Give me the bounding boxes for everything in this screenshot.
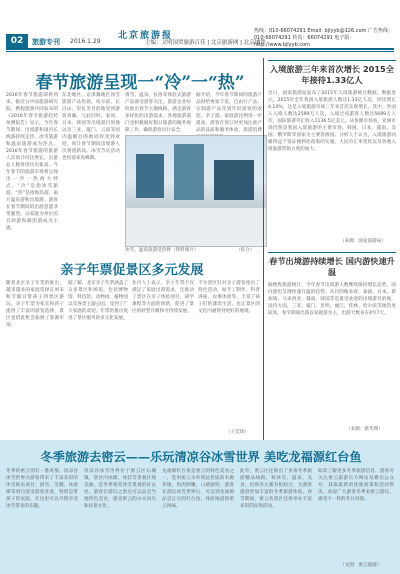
- side-headline-1: 入境旅游三年来首次增长 2015全年接待1.33亿人: [270, 64, 394, 85]
- issue-date: 2016.1.29: [70, 38, 101, 45]
- side-article-2-body: 据携程旅游统计，今年春节出境游人数继续保持增长态势，国内游也呈现快速升温的趋势。从目的地来看，泰国、日本、新加坡、马来西亚、越南、韩国等是最受欢迎的出境游目的地。国内方面，三亚、厦门、昆明、丽江、桂林、哈尔滨等地热度较高。春节期间出游以家庭游为主，出游天数多在4至7天。: [268, 283, 396, 316]
- photo-snow: [126, 208, 266, 246]
- contact-info: 热线：010-66074291 Email: bjlyyb@126.com 广告热线：010-66074291 传真：66074291 电子版：http://www.bjlyyb.com: [254, 28, 393, 48]
- second-headline: 亲子年票促景区多元发展: [60, 263, 204, 278]
- second-article-col-4: 不少景区针对亲子游客推出了特色活动，如手工制作、科普讲座、农事体验等，丰富了孩子们的课余生活，也让景区的文化内涵得到更好的展现。: [198, 281, 260, 314]
- paper-name: 北京旅游报: [118, 31, 174, 41]
- side-rule: [268, 252, 396, 253]
- masthead: [0, 0, 400, 50]
- side-article-1-body: 近日，国家旅游局发布了2015年入境旅游统计数据。数据显示，2015年全年我国入境旅游人数达1.33亿人次，同比增长4.14%，这是入境旅游市场三年来首次实现增长。其中，外国人入境人数达2599万人次，入境过夜游客人数达5689万人次，国际旅游外汇收入1136.5亿美元。从客源市场看，亚洲市场仍然是我国入境旅游的主要市场。韩国、日本、越南、美国、俄罗斯等国家为主要客源国。分析人士认为，入境旅游回暖得益于签证便利化政策的实施、人民币汇率变化以及各地入境旅游营销力度的加大。: [268, 91, 396, 152]
- photo-caption: 冰雪、温泉旅游受热捧（资料图片）: [125, 248, 199, 253]
- winter-travel-photo: [125, 135, 267, 247]
- side-headline-2: 春节出境游持续增长 国内游快速升温: [269, 256, 395, 277]
- photo-shape: [214, 160, 254, 200]
- main-article-col-2: 东北地区、京津冀地区冰雪旅游产品热销，哈尔滨、长白山、崇礼等目的地受到游客青睐。与此同时，泰国、日本、韩国等出境游目的地以及三亚、厦门、云南等国内温暖目的地同样受到欢迎，预计春节期间出境游人次将创新高。冰雪节庆活动也将迎来高峰期。: [62, 93, 120, 161]
- main-article-col-4: 据介绍，今年春节期间的旅游产品供给更加丰富，自由行产品、定制游产品受到年轻游客的欢迎，亲子游、家庭游比例进一步提高。游客在预订时更加注重产品的品质和服务体验，旅游消费: [196, 93, 262, 133]
- promo-headline: 冬季旅游去密云——乐玩清凉谷冰雪世界 美吃龙福源红台鱼: [40, 450, 362, 464]
- promo-col-4: 此外，密云区还推出了多条冬季旅游精品线路，将冰雪、温泉、美食、民俗等元素有机结合，为游客提供更加丰富的冬季旅游体验。春节期间，密云各景区还将举办丰富多彩的民俗活动。: [240, 469, 312, 509]
- main-article-col-3: 滑雪、温泉、民俗等体验式旅游产品备受游客关注。旅游企业纷纷推出春节主题线路，满足游客多样化的出游需求。各地旅游部门也积极做好假日旅游的服务保障工作，确保游客出行安全。: [125, 93, 191, 133]
- photo-shape: [136, 154, 164, 198]
- second-article-col-2: 据了解，北京亲子年票涵盖了众多景区和场馆，包括博物馆、科技馆、动物园、植物园以及各类主题公园，受到了广大家庭的欢迎。年票的推出促进了景区服务的多元化发展。: [68, 281, 128, 321]
- side-article-2-source: （来源：新华网）: [346, 427, 383, 432]
- second-article-col-3: 业内人士表示，亲子年票不仅满足了家庭出游需求，还推动了景区在亲子体验项目、研学课程等方面的创新，促进了景区的转型升级和可持续发展。: [132, 281, 194, 314]
- promo-col-5: 如需了解更多冬季旅游信息，游客可关注密云旅游官方网站及微信公众号，获取最新的优惠政策和活动资讯。欢迎广大游客冬季来密云游玩，感受不一样的冬日风情。: [318, 469, 394, 502]
- page-number: 02: [6, 34, 28, 48]
- section-category: 旅游专刊: [32, 38, 60, 46]
- photo-shape: [174, 144, 204, 200]
- promo-col-3: 龙福源红台鱼是密云的特色美食之一，选用密云水库周边优质的水源养殖，鱼肉鲜嫩，口感独特。游客在游玩冰雪世界后，可以到龙福源品尝正宗的红台鱼，体验地道的密云风味。: [162, 469, 234, 509]
- paper-subtitle: 主编：文明国贸旅游百佳 | 北京旅游网 | 北京地铁: [145, 40, 266, 46]
- column-divider: [263, 58, 264, 440]
- main-article-byline: （综合）: [236, 248, 255, 253]
- main-article-col-1: 2016年春节旅游即将到来。据近日中国旅游研究院、携程旅游共同发布的《2016年春节旅游趋势预测报告》显示，今年春节期间，出境游和国内长线游持续走热，冰雪旅游和温泉旅游成为热点。2016年春节旅游的旅游人次预计同比增长，出游总人数将创历史新高。今年春节的旅游市场将呈现出一冷一热两大特点。“冷”是指冰雪旅游，“热”是指海岛游、南方温泉游和出境游。游客在春节期间的出游意愿非常强烈，以家庭为单位的自助游和跟团游成为主流。: [6, 93, 58, 231]
- masthead-rule: [6, 48, 394, 50]
- second-article-col-1: 随着北京亲子年票的推出，越来越多的家庭选择在周末和节假日带孩子到景区游玩。亲子年票为家长和孩子提供了丰富的游览选择，景区也借此机会拓展了客源市场。: [6, 281, 64, 328]
- promo-col-1: 冬季的密云别有一番风情。清凉谷冰雪世界为游客带来了丰富多彩的冰雪娱乐项目，滑雪、雪圈、冰滑梯等项目深受游客喜爱，特别是带孩子的家庭，在这里可以尽情享受冰雪带来的乐趣。: [6, 469, 78, 509]
- side-rule: [268, 60, 396, 61]
- promo-col-2: 清凉谷冰雪世界位于密云区石城镇，景区内冰瀑、冰挂等景观壮观美丽，是冬季观赏冰雪景观的好去处。游客在游玩之余还可以品尝当地特色美食，感受密云的山水风光和民俗文化。: [84, 469, 156, 509]
- promo-source: （文图：密云旅游）: [340, 563, 382, 568]
- main-headline: 春节旅游呈现一“冷”一“热”: [35, 73, 245, 93]
- second-article-source: （王佳琦）: [226, 430, 249, 435]
- masthead-rule-thin: [6, 51, 394, 52]
- side-article-1-source: （来源：国家旅游局）: [340, 239, 386, 244]
